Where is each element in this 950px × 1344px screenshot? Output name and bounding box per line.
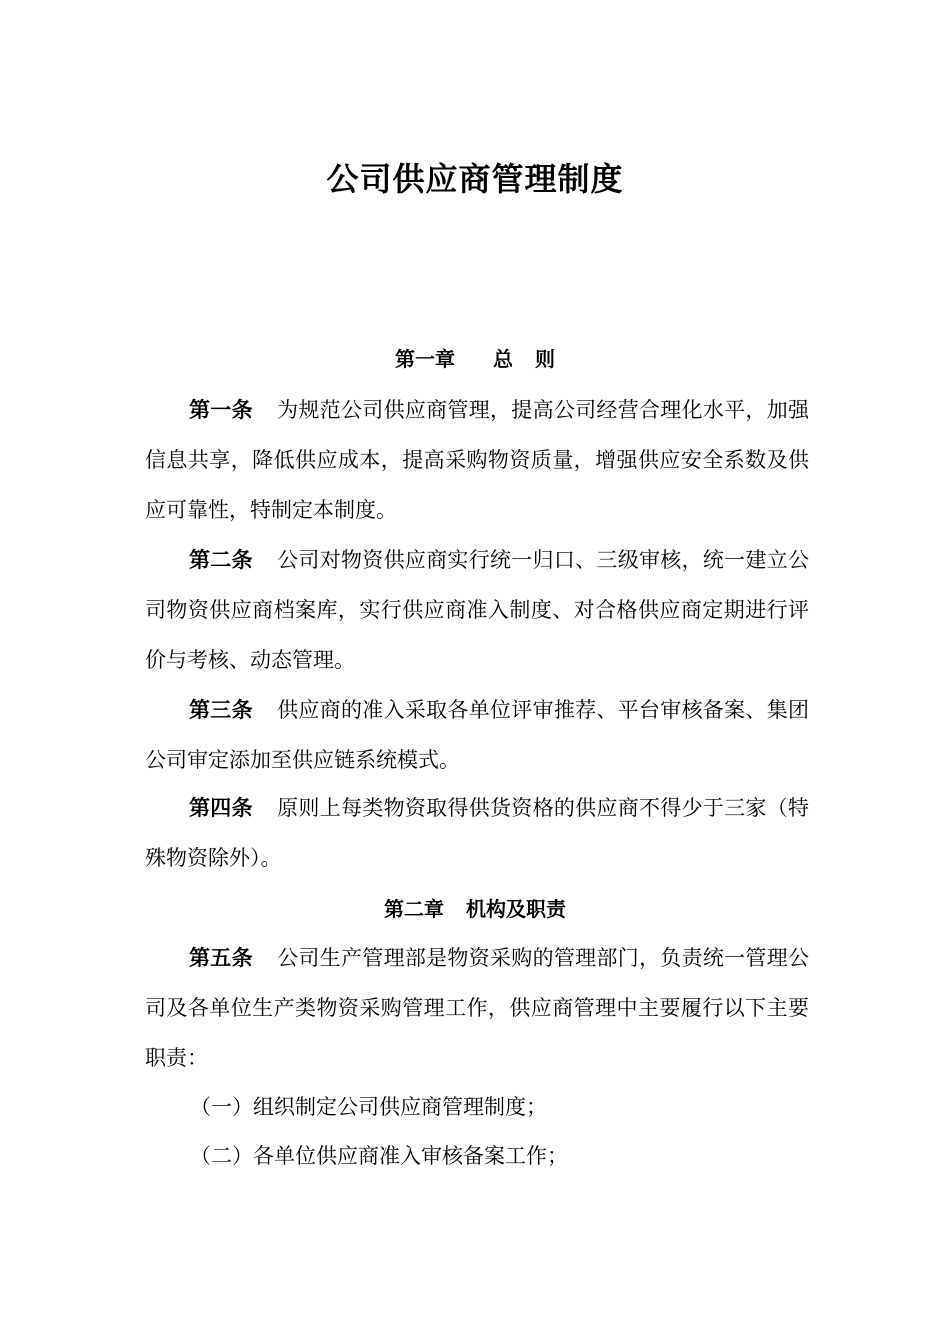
chapter-1-title-part1: 总 xyxy=(493,347,513,371)
article-4 xyxy=(145,783,809,883)
article-5-label: 第五条 xyxy=(189,945,253,970)
article-4-label: 第四条 xyxy=(189,795,253,820)
article-1-label: 第一条 xyxy=(189,397,253,422)
chapter-1-number: 第一章 xyxy=(395,347,455,371)
article-5 xyxy=(145,933,809,1083)
article-1 xyxy=(145,385,809,535)
document-title: 公司供应商管理制度 xyxy=(326,160,624,198)
article-3-text: 供应商的准入采取各单位评审推荐、平台审核备案、集团公司审定添加至供应链系统模式。 xyxy=(145,698,809,772)
article-1-text: 为规范公司供应商管理，提高公司经营合理化水平，加强信息共享，降低供应成本，提高采购物资质量，增强供应安全系数及供应可靠性，特制定本制度。 xyxy=(145,398,809,522)
article-2 xyxy=(145,535,809,685)
chapter-2-number: 第二章 xyxy=(384,897,444,921)
chapter-2-title: 机构及职责 xyxy=(466,897,566,921)
list-item: （一）组织制定公司供应商管理制度； xyxy=(190,1095,547,1119)
chapter-1-title-part2: 则 xyxy=(535,347,555,371)
chapter-2-heading xyxy=(0,894,950,924)
article-5-text: 公司生产管理部是物资采购的管理部门，负责统一管理公司及各单位生产类物资采购管理工作，供应商管理中主要履行以下主要职责： xyxy=(145,946,809,1070)
article-2-label: 第二条 xyxy=(189,547,253,572)
article-3-label: 第三条 xyxy=(189,697,253,722)
article-2-text: 公司对物资供应商实行统一归口、三级审核，统一建立公司物资供应商档案库，实行供应商准入制度、对合格供应商定期进行评价与考核、动态管理。 xyxy=(145,548,809,672)
chapter-1-heading xyxy=(0,344,950,374)
list-item: （二）各单位供应商准入审核备案工作； xyxy=(190,1144,568,1168)
article-4-text: 原则上每类物资取得供货资格的供应商不得少于三家（特殊物资除外）。 xyxy=(145,796,809,870)
article-3 xyxy=(145,685,809,785)
